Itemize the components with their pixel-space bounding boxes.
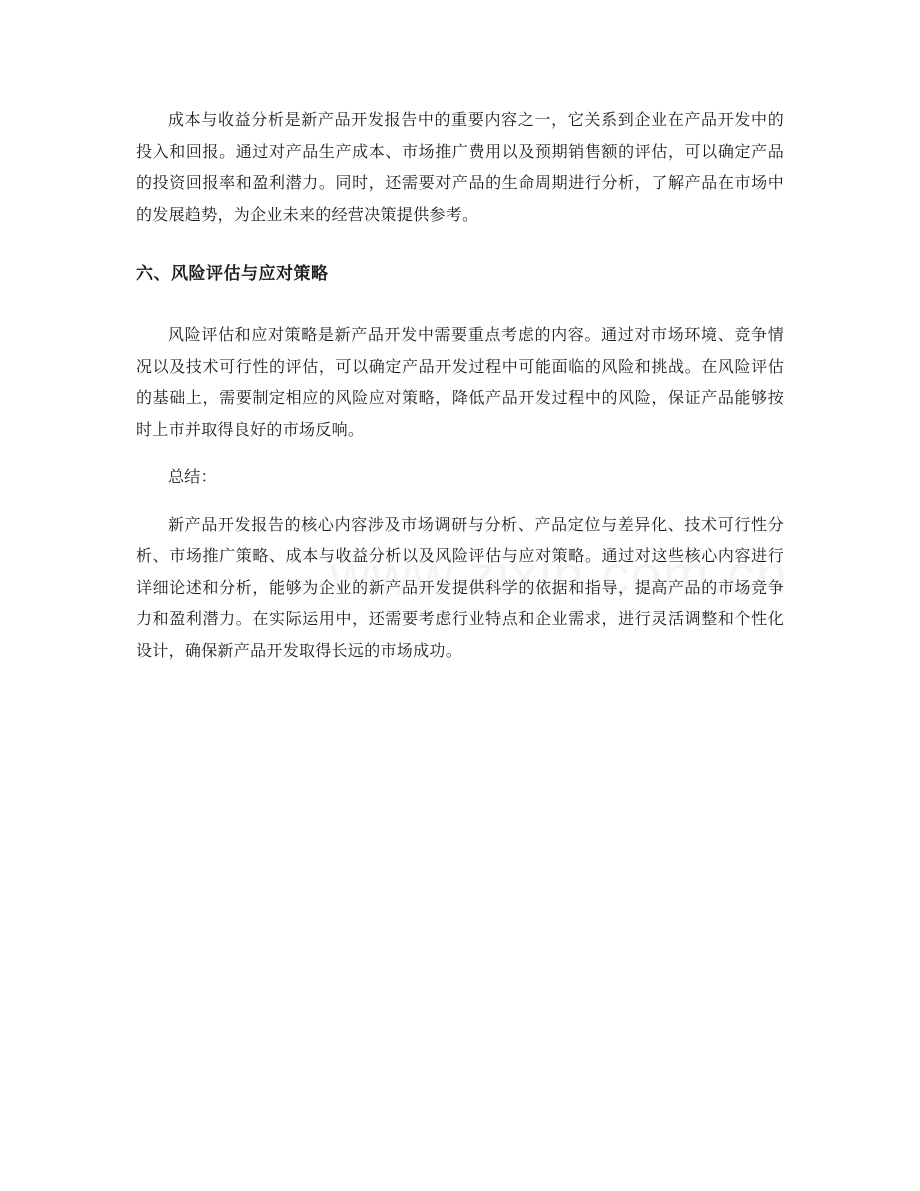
document-body [136,104,784,666]
paragraph-summary: 新产品开发报告的核心内容涉及市场调研与分析、产品定位与差异化、技术可行性分析、市场推广策略、成本与收益分析以及风险评估与应对策略。通过对这些核心内容进行详细论述和分析，能够为企业的新产品开发提供科学的依据和指导，提高产品的市场竞争力和盈利潜力。在实际运用中，还需要考虑行业特点和企业需求，进行灵活调整和个性化设计，确保新产品开发取得长远的市场成功。 [136,514,784,660]
paragraph-cost-benefit: 成本与收益分析是新产品开发报告中的重要内容之一，它关系到企业在产品开发中的投入和回报。通过对产品生产成本、市场推广费用以及预期销售额的评估，可以确定产品的投资回报率和盈利潜力。同时，还需要对产品的生命周期进行分析，了解产品在市场中的发展趋势，为企业未来的经营决策提供参考。 [136,110,784,224]
summary-label: 总结： [168,467,217,486]
paragraph-risk: 风险评估和应对策略是新产品开发中需要重点考虑的内容。通过对市场环境、竞争情况以及技术可行性的评估，可以确定产品开发过程中可能面临的风险和挑战。在风险评估的基础上，需要制定相应的风险应对策略，降低产品开发过程中的风险，保证产品能够按时上市并取得良好的市场反响。 [136,325,784,439]
section-heading-risk: 六、风险评估与应对策略 [136,264,329,284]
